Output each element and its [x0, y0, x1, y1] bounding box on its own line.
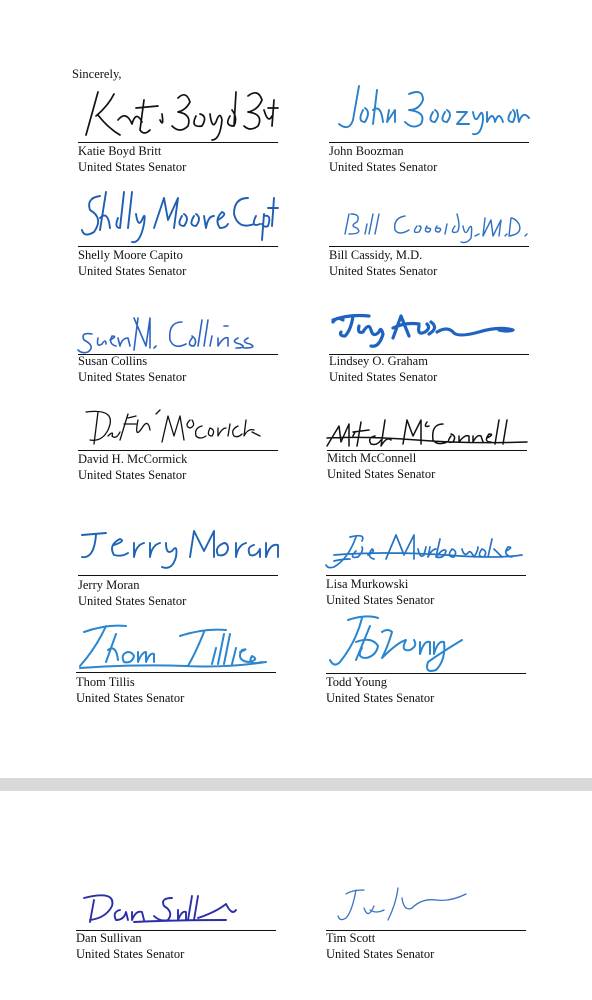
handwritten-signature: [78, 292, 278, 354]
page-break-divider: [0, 778, 592, 791]
signer-name: Shelly Moore Capito: [78, 248, 183, 262]
handwritten-signature: [326, 515, 526, 577]
signer-title: United States Senator: [326, 593, 435, 607]
signer-title: United States Senator: [78, 370, 187, 384]
signer-title: United States Senator: [78, 160, 187, 174]
handwritten-signature: [327, 390, 527, 452]
signature-line: [78, 142, 278, 143]
signature-line: [78, 246, 278, 247]
handwritten-signature: [78, 390, 278, 452]
signer-title: United States Senator: [78, 264, 187, 278]
signer-name: Lindsey O. Graham: [329, 354, 428, 368]
handwritten-signature: [76, 868, 276, 930]
signer-title: United States Senator: [326, 691, 435, 705]
signer-name: David H. McCormick: [78, 452, 188, 466]
signer-name: Todd Young: [326, 675, 387, 689]
signer-name: Jerry Moran: [78, 578, 140, 592]
signer-name: Tim Scott: [326, 931, 376, 945]
signature-line: [329, 142, 529, 143]
signature-line: [326, 575, 526, 576]
signer-title: United States Senator: [326, 947, 435, 961]
signer-name: Dan Sullivan: [76, 931, 142, 945]
handwritten-signature: [76, 612, 276, 674]
signature-line: [326, 673, 526, 674]
signer-title: United States Senator: [329, 370, 438, 384]
signer-title: United States Senator: [76, 947, 185, 961]
handwritten-signature: [329, 80, 529, 142]
signer-title: United States Senator: [76, 691, 185, 705]
signature-line: [76, 672, 276, 673]
closing-salutation: Sincerely,: [72, 67, 122, 81]
handwritten-signature: [78, 80, 278, 142]
handwritten-signature: [329, 292, 529, 354]
handwritten-signature: [329, 184, 529, 246]
signer-name: Bill Cassidy, M.D.: [329, 248, 423, 262]
signer-name: Katie Boyd Britt: [78, 144, 162, 158]
signer-title: United States Senator: [78, 468, 187, 482]
handwritten-signature: [326, 868, 526, 930]
signer-name: Lisa Murkowski: [326, 577, 409, 591]
signature-line: [78, 450, 278, 451]
signer-name: Thom Tillis: [76, 675, 135, 689]
signer-title: United States Senator: [329, 264, 438, 278]
signer-name: Susan Collins: [78, 354, 148, 368]
signer-name: Mitch McConnell: [327, 451, 417, 465]
signer-name: John Boozman: [329, 144, 404, 158]
signer-title: United States Senator: [327, 467, 436, 481]
signer-title: United States Senator: [78, 594, 187, 608]
signature-line: [329, 246, 529, 247]
handwritten-signature: [78, 184, 278, 246]
signer-title: United States Senator: [329, 160, 438, 174]
signature-line: [78, 575, 278, 576]
handwritten-signature: [326, 612, 526, 674]
handwritten-signature: [78, 515, 278, 577]
